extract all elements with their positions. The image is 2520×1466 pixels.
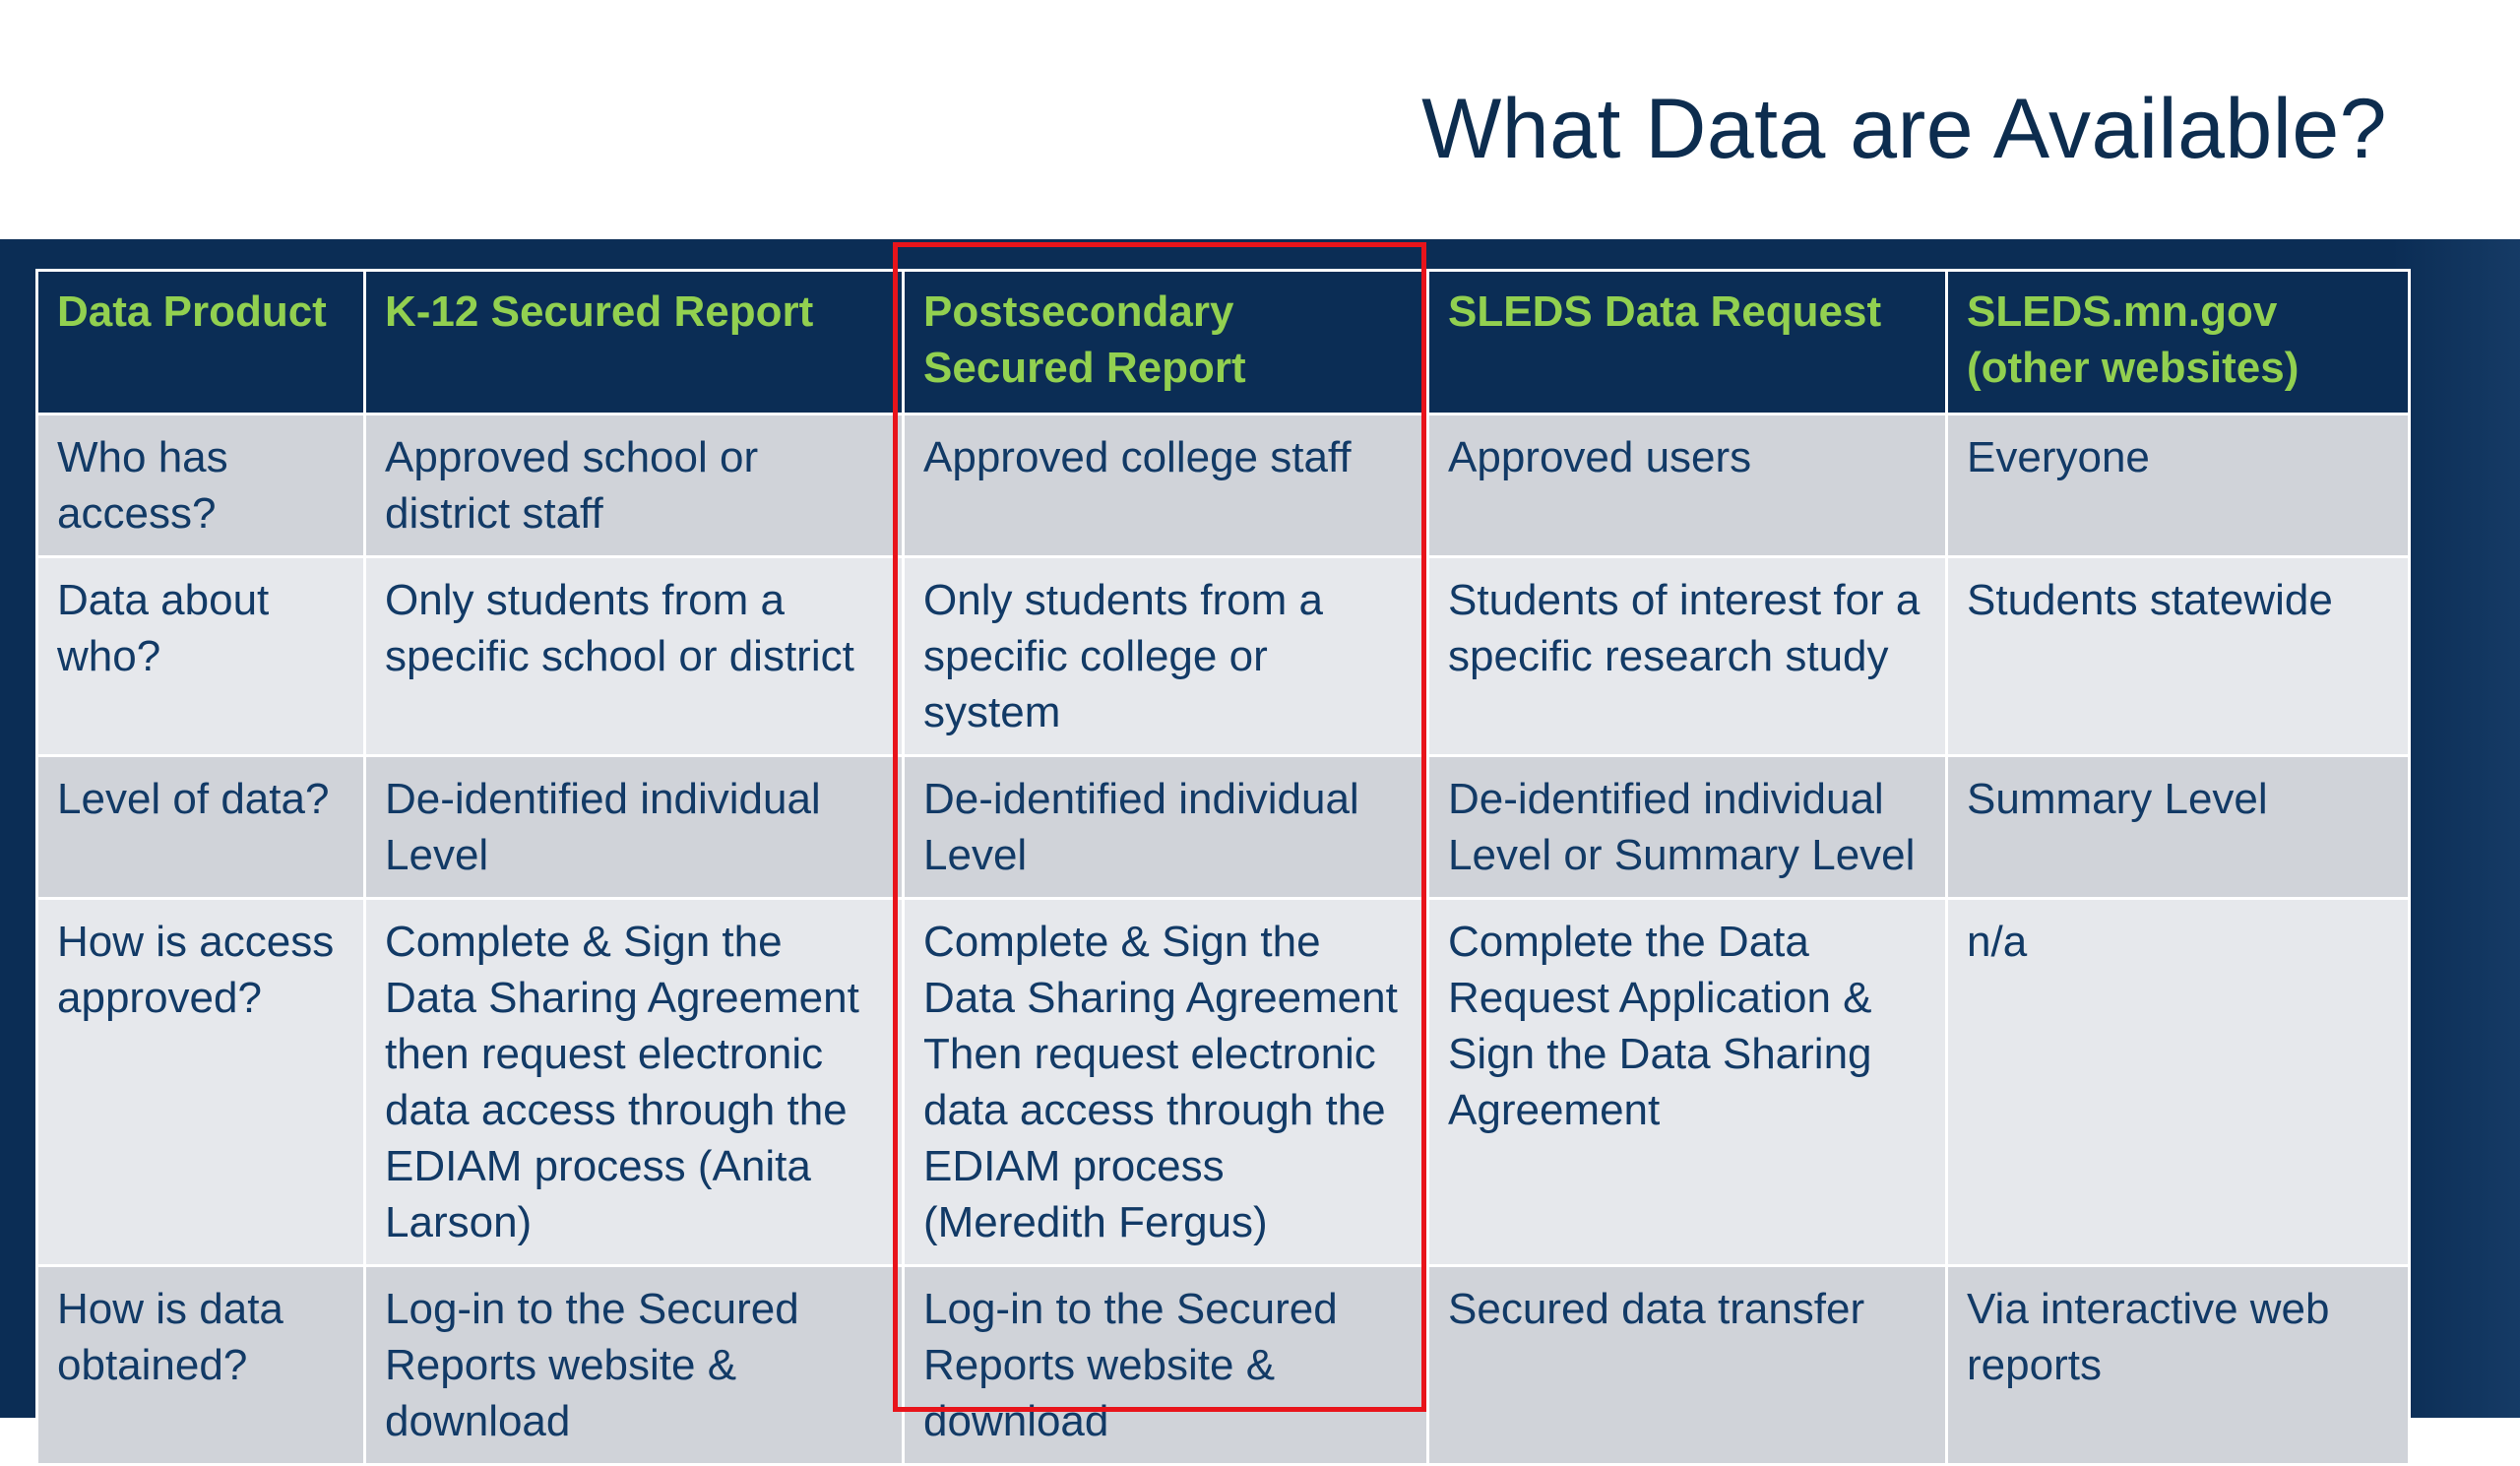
table-cell: De-identified individual Level xyxy=(365,756,904,899)
table-cell: Approved users xyxy=(1428,414,1947,557)
table-cell: De-identified individual Level xyxy=(904,756,1428,899)
table-cell: Only students from a specific college or system xyxy=(904,557,1428,756)
table-cell: Log-in to the Secured Reports website & download xyxy=(365,1266,904,1465)
table-cell: Approved college staff xyxy=(904,414,1428,557)
header-sleds-data-request: SLEDS Data Request xyxy=(1428,271,1947,414)
table-row xyxy=(37,414,2410,557)
table-cell: Summary Level xyxy=(1947,756,2410,899)
table-cell: Secured data transfer xyxy=(1428,1266,1947,1465)
table-cell: Everyone xyxy=(1947,414,2410,557)
table-row xyxy=(37,1266,2410,1465)
table-header-row xyxy=(37,271,2410,414)
table-cell: Only students from a specific school or district xyxy=(365,557,904,756)
row-label: Level of data? xyxy=(37,756,365,899)
table-cell: Complete the Data Request Application & Sign the Data Sharing Agreement xyxy=(1428,899,1947,1266)
table-cell: Log-in to the Secured Reports website & download xyxy=(904,1266,1428,1465)
table-cell: Via interactive web reports xyxy=(1947,1266,2410,1465)
header-sleds-websites: SLEDS.mn.gov (other websites) xyxy=(1947,271,2410,414)
table-cell: Approved school or district staff xyxy=(365,414,904,557)
band-shade xyxy=(2392,239,2520,1418)
row-label: Who has access? xyxy=(37,414,365,557)
header-data-product: Data Product xyxy=(37,271,365,414)
title-area xyxy=(0,0,2520,239)
header-postsecondary-secured-report: Postsecondary Secured Report xyxy=(904,271,1428,414)
table-cell: Complete & Sign the Data Sharing Agreement then request electronic data access through the EDIAM process (Anita Larson) xyxy=(365,899,904,1266)
slide-title: What Data are Available? xyxy=(1421,82,2387,176)
row-label: How is access approved? xyxy=(37,899,365,1266)
row-label: How is data obtained? xyxy=(37,1266,365,1465)
data-products-table xyxy=(35,269,2411,1466)
table-cell: De-identified individual Level or Summary Level xyxy=(1428,756,1947,899)
table-row xyxy=(37,756,2410,899)
row-label: Data about who? xyxy=(37,557,365,756)
table-cell: Students statewide xyxy=(1947,557,2410,756)
header-k12-secured-report: K-12 Secured Report xyxy=(365,271,904,414)
table-cell: n/a xyxy=(1947,899,2410,1266)
table-cell: Complete & Sign the Data Sharing Agreement Then request electronic data access through the EDIAM process (Meredith Fergus) xyxy=(904,899,1428,1266)
table-row xyxy=(37,557,2410,756)
table-row xyxy=(37,899,2410,1266)
table-cell: Students of interest for a specific research study xyxy=(1428,557,1947,756)
